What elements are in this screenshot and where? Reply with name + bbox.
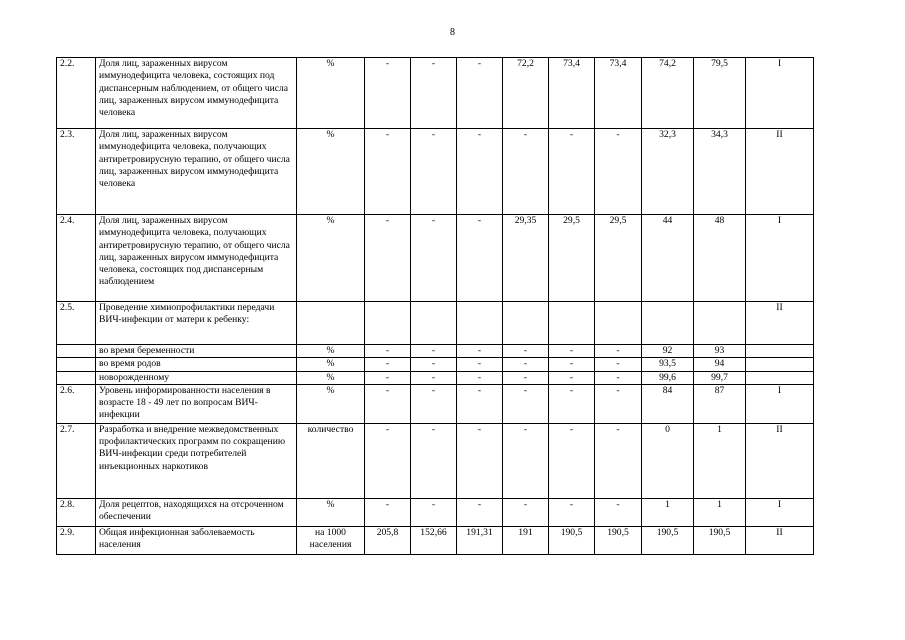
page-number: 8 bbox=[450, 27, 455, 38]
value-cell: - bbox=[457, 371, 503, 384]
value-cell: - bbox=[365, 498, 411, 526]
value-cell: - bbox=[595, 358, 642, 371]
indicator-name-cell: Доля лиц, зараженных вирусом иммунодефицита человека, состоящих под диспансерным наблюдением, от общего числа лиц, зараженных вирусом иммунодефицита человека bbox=[96, 58, 297, 129]
value-cell: 1 bbox=[694, 498, 746, 526]
table-row bbox=[57, 129, 814, 215]
value-cell: - bbox=[595, 371, 642, 384]
row-number-cell: 2.6. bbox=[57, 384, 96, 423]
category-cell: I bbox=[746, 384, 814, 423]
value-cell: - bbox=[411, 215, 457, 302]
value-cell: 44 bbox=[642, 215, 694, 302]
indicator-name-cell: во время родов bbox=[96, 358, 297, 371]
unit-cell: % bbox=[297, 384, 365, 423]
value-cell: - bbox=[457, 345, 503, 358]
value-cell: - bbox=[503, 498, 549, 526]
value-cell: - bbox=[365, 358, 411, 371]
value-cell bbox=[694, 302, 746, 345]
unit-cell: % bbox=[297, 215, 365, 302]
value-cell: - bbox=[365, 129, 411, 215]
value-cell: - bbox=[365, 384, 411, 423]
row-number-cell bbox=[57, 345, 96, 358]
value-cell: - bbox=[503, 129, 549, 215]
value-cell: - bbox=[457, 498, 503, 526]
value-cell: 73,4 bbox=[549, 58, 595, 129]
indicator-name-cell: Общая инфекционная заболеваемость населения bbox=[96, 526, 297, 554]
category-cell bbox=[746, 358, 814, 371]
table-row bbox=[57, 58, 814, 129]
indicator-name-cell: Доля лиц, зараженных вирусом иммунодефицита человека, получающих антиретровирусную терапию, от общего числа лиц, зараженных вирусом иммунодефицита человека bbox=[96, 129, 297, 215]
value-cell: - bbox=[549, 498, 595, 526]
value-cell: 152,66 bbox=[411, 526, 457, 554]
indicator-name-cell: Доля рецептов, находящихся на отсроченном обеспечении bbox=[96, 498, 297, 526]
value-cell: - bbox=[549, 345, 595, 358]
unit-cell: % bbox=[297, 129, 365, 215]
value-cell: - bbox=[411, 58, 457, 129]
value-cell: - bbox=[595, 129, 642, 215]
value-cell: - bbox=[411, 129, 457, 215]
value-cell: - bbox=[457, 58, 503, 129]
value-cell: - bbox=[457, 129, 503, 215]
value-cell: 190,5 bbox=[694, 526, 746, 554]
value-cell bbox=[549, 302, 595, 345]
value-cell bbox=[642, 302, 694, 345]
value-cell: 92 bbox=[642, 345, 694, 358]
value-cell: 93 bbox=[694, 345, 746, 358]
row-number-cell: 2.4. bbox=[57, 215, 96, 302]
value-cell: - bbox=[365, 215, 411, 302]
unit-cell: количество bbox=[297, 423, 365, 498]
value-cell: - bbox=[595, 423, 642, 498]
value-cell: - bbox=[503, 423, 549, 498]
indicator-name-cell: новорожденному bbox=[96, 371, 297, 384]
value-cell: 205,8 bbox=[365, 526, 411, 554]
table-row bbox=[57, 526, 814, 554]
value-cell: 191 bbox=[503, 526, 549, 554]
value-cell: 1 bbox=[642, 498, 694, 526]
value-cell: - bbox=[503, 371, 549, 384]
table-row bbox=[57, 302, 814, 345]
value-cell: - bbox=[457, 358, 503, 371]
value-cell bbox=[411, 302, 457, 345]
value-cell: - bbox=[503, 345, 549, 358]
value-cell bbox=[457, 302, 503, 345]
value-cell: 34,3 bbox=[694, 129, 746, 215]
value-cell: - bbox=[411, 498, 457, 526]
indicator-name-cell: Проведение химиопрофилактики передачи ВИЧ-инфекции от матери к ребенку: bbox=[96, 302, 297, 345]
value-cell: - bbox=[411, 371, 457, 384]
value-cell: 48 bbox=[694, 215, 746, 302]
unit-cell: % bbox=[297, 58, 365, 129]
table-row bbox=[57, 215, 814, 302]
unit-cell: на 1000 населения bbox=[297, 526, 365, 554]
row-number-cell bbox=[57, 371, 96, 384]
category-cell: I bbox=[746, 58, 814, 129]
row-number-cell: 2.8. bbox=[57, 498, 96, 526]
value-cell: - bbox=[457, 384, 503, 423]
value-cell: 191,31 bbox=[457, 526, 503, 554]
unit-cell: % bbox=[297, 371, 365, 384]
table-row bbox=[57, 384, 814, 423]
value-cell: 79,5 bbox=[694, 58, 746, 129]
value-cell: - bbox=[365, 371, 411, 384]
category-cell: II bbox=[746, 423, 814, 498]
value-cell: 0 bbox=[642, 423, 694, 498]
indicator-name-cell: Разработка и внедрение межведомственных профилактических программ по сокращению ВИЧ-инфекции среди потребителей инъекционных наркотиков bbox=[96, 423, 297, 498]
indicator-name-cell: Доля лиц, зараженных вирусом иммунодефицита человека, получающих антиретровирусную терапию, от общего числа лиц, зараженных вирусом иммунодефицита человека, состоящих под диспансерным наблюдением bbox=[96, 215, 297, 302]
value-cell: 72,2 bbox=[503, 58, 549, 129]
category-cell bbox=[746, 345, 814, 358]
value-cell: 99,7 bbox=[694, 371, 746, 384]
value-cell: - bbox=[549, 358, 595, 371]
row-number-cell bbox=[57, 358, 96, 371]
value-cell: - bbox=[365, 345, 411, 358]
row-number-cell: 2.9. bbox=[57, 526, 96, 554]
value-cell bbox=[503, 302, 549, 345]
value-cell: - bbox=[411, 358, 457, 371]
category-cell bbox=[746, 371, 814, 384]
value-cell: 74,2 bbox=[642, 58, 694, 129]
value-cell: 94 bbox=[694, 358, 746, 371]
table-row bbox=[57, 358, 814, 371]
value-cell: 99,6 bbox=[642, 371, 694, 384]
value-cell: 87 bbox=[694, 384, 746, 423]
value-cell: - bbox=[595, 498, 642, 526]
value-cell: - bbox=[365, 58, 411, 129]
value-cell: - bbox=[549, 384, 595, 423]
row-number-cell: 2.3. bbox=[57, 129, 96, 215]
unit-cell: % bbox=[297, 498, 365, 526]
value-cell: - bbox=[503, 384, 549, 423]
row-number-cell: 2.7. bbox=[57, 423, 96, 498]
value-cell bbox=[595, 302, 642, 345]
value-cell: - bbox=[549, 129, 595, 215]
category-cell: I bbox=[746, 215, 814, 302]
value-cell: - bbox=[411, 384, 457, 423]
value-cell: - bbox=[549, 423, 595, 498]
value-cell: 73,4 bbox=[595, 58, 642, 129]
value-cell: 190,5 bbox=[549, 526, 595, 554]
indicator-name-cell: Уровень информированности населения в возрасте 18 - 49 лет по вопросам ВИЧ-инфекции bbox=[96, 384, 297, 423]
value-cell: - bbox=[411, 345, 457, 358]
category-cell: I bbox=[746, 498, 814, 526]
value-cell: 84 bbox=[642, 384, 694, 423]
value-cell: 190,5 bbox=[642, 526, 694, 554]
row-number-cell: 2.2. bbox=[57, 58, 96, 129]
value-cell: 190,5 bbox=[595, 526, 642, 554]
value-cell: 93,5 bbox=[642, 358, 694, 371]
value-cell: - bbox=[549, 371, 595, 384]
table-row bbox=[57, 371, 814, 384]
category-cell: II bbox=[746, 526, 814, 554]
row-number-cell: 2.5. bbox=[57, 302, 96, 345]
category-cell: II bbox=[746, 302, 814, 345]
table-row bbox=[57, 345, 814, 358]
unit-cell bbox=[297, 302, 365, 345]
value-cell: - bbox=[411, 423, 457, 498]
value-cell bbox=[365, 302, 411, 345]
value-cell: - bbox=[365, 423, 411, 498]
unit-cell: % bbox=[297, 345, 365, 358]
value-cell: - bbox=[457, 423, 503, 498]
value-cell: - bbox=[457, 215, 503, 302]
value-cell: 32,3 bbox=[642, 129, 694, 215]
category-cell: II bbox=[746, 129, 814, 215]
indicator-name-cell: во время беременности bbox=[96, 345, 297, 358]
value-cell: - bbox=[595, 345, 642, 358]
value-cell: - bbox=[503, 358, 549, 371]
indicators-table bbox=[56, 57, 814, 555]
value-cell: 1 bbox=[694, 423, 746, 498]
table-row bbox=[57, 498, 814, 526]
unit-cell: % bbox=[297, 358, 365, 371]
value-cell: 29,5 bbox=[549, 215, 595, 302]
value-cell: 29,35 bbox=[503, 215, 549, 302]
value-cell: 29,5 bbox=[595, 215, 642, 302]
value-cell: - bbox=[595, 384, 642, 423]
table-row bbox=[57, 423, 814, 498]
